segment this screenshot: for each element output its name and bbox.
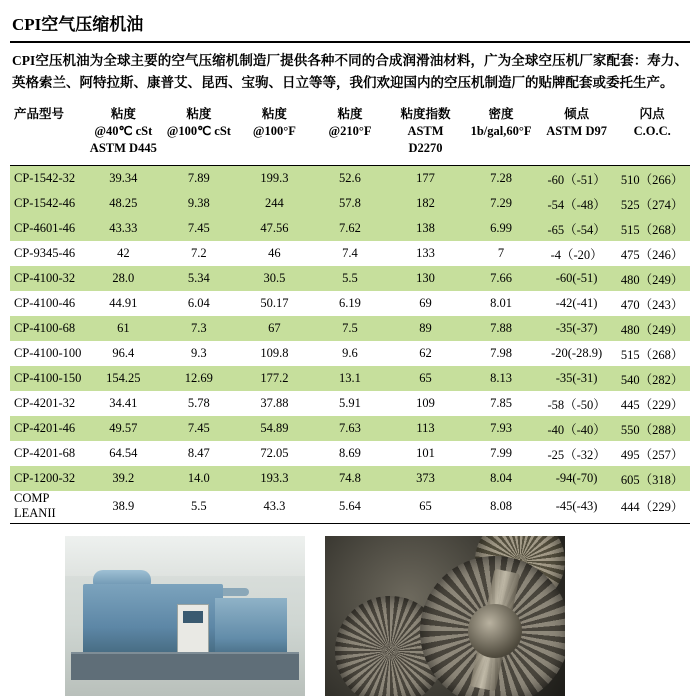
table-cell: 193.3 xyxy=(237,466,313,491)
compressor-tank xyxy=(215,598,287,656)
table-cell: 14.0 xyxy=(161,466,237,491)
table-cell: 138 xyxy=(388,216,464,241)
column-header-viscosity-40c: 粘度 @40℃ cSt ASTM D445 xyxy=(89,107,157,155)
table-cell: 7.29 xyxy=(463,191,539,216)
table-cell: 9.38 xyxy=(161,191,237,216)
table-cell: 182 xyxy=(388,191,464,216)
table-cell: 154.25 xyxy=(86,366,162,391)
intro-paragraph: CPI空压机油为全球主要的空气压缩机制造厂提供各种不同的合成润滑油材料，广为全球空压机厂家配套：寿力、英格索兰、阿特拉斯、康普艾、昆西、宝驹、日立等等，我们欢迎国内的空压机制造厂的贴牌配套或委托生产。 xyxy=(12,53,688,90)
table-cell: 7.62 xyxy=(312,216,388,241)
cell-product-model: CP-4100-46 xyxy=(14,296,76,310)
table-cell: 480（249） xyxy=(614,316,690,341)
table-cell: -65（-54） xyxy=(539,216,615,241)
table-cell: 7.99 xyxy=(490,446,512,460)
table-cell: 373 xyxy=(388,466,464,491)
table-cell: 72.05 xyxy=(260,446,289,460)
table-cell: 5.64 xyxy=(339,498,361,513)
table-row xyxy=(10,216,690,241)
table-cell: 8.47 xyxy=(187,446,210,460)
table-cell: 8.13 xyxy=(463,366,539,391)
cell-product-model: COMP LEANII xyxy=(14,491,56,520)
table-cell: 9.6 xyxy=(342,346,358,360)
table-cell: 48.25 xyxy=(86,191,162,216)
table-row xyxy=(10,466,690,491)
cell-product-model: CP-1200-32 xyxy=(10,466,86,491)
table-cell: -94(-70) xyxy=(539,466,615,491)
table-cell: 101 xyxy=(416,446,435,460)
table-row xyxy=(10,366,690,391)
table-cell: 5.5 xyxy=(312,266,388,291)
cell-product-model: CP-4201-32 xyxy=(14,396,76,410)
table-cell: 130 xyxy=(388,266,464,291)
table-cell: 199.3 xyxy=(237,166,313,192)
cell-product-model: CP-4100-150 xyxy=(10,366,86,391)
table-cell: 9.3 xyxy=(191,346,207,360)
table-cell: 69 xyxy=(419,296,432,310)
table-cell: 7.5 xyxy=(312,316,388,341)
table-cell: 62 xyxy=(419,346,432,360)
table-cell: 5.91 xyxy=(339,396,361,410)
table-row xyxy=(10,391,690,416)
table-cell: 89 xyxy=(388,316,464,341)
table-cell: 5.34 xyxy=(161,266,237,291)
table-cell: 8.69 xyxy=(339,446,361,460)
cell-product-model: CP-4201-46 xyxy=(10,416,86,441)
table-cell: 510（266） xyxy=(614,166,690,192)
table-cell: 177 xyxy=(388,166,464,192)
photo-strip xyxy=(10,536,690,696)
table-cell: 244 xyxy=(237,191,313,216)
table-cell: 133 xyxy=(416,246,435,260)
column-header-density: 密度 1b/gal,60°F xyxy=(470,107,532,138)
table-row xyxy=(10,316,690,341)
table-cell: 44.91 xyxy=(109,296,138,310)
table-cell: 5.5 xyxy=(191,498,207,513)
table-cell: 67 xyxy=(237,316,313,341)
table-cell: 7.93 xyxy=(463,416,539,441)
table-cell: 6.19 xyxy=(339,296,361,310)
table-cell: 28.0 xyxy=(86,266,162,291)
table-cell: 177.2 xyxy=(237,366,313,391)
table-cell: 43.3 xyxy=(263,498,286,513)
table-cell: 30.5 xyxy=(237,266,313,291)
column-header-viscosity-210f: 粘度 @210°F xyxy=(328,107,372,138)
table-cell: 5.78 xyxy=(187,396,210,410)
table-cell: 50.17 xyxy=(260,296,289,310)
table-cell: 7.63 xyxy=(312,416,388,441)
table-cell: -58（-50） xyxy=(547,397,606,412)
table-cell: 109 xyxy=(416,396,435,410)
column-header-viscosity-100f: 粘度 @100°F xyxy=(252,107,296,138)
table-cell: 7.2 xyxy=(191,246,207,260)
table-cell: 445（229） xyxy=(620,397,684,412)
table-row xyxy=(10,291,690,316)
table-cell: -35(-37) xyxy=(539,316,615,341)
table-row xyxy=(10,266,690,291)
table-cell: -42(-41) xyxy=(555,296,598,310)
table-cell: 74.8 xyxy=(312,466,388,491)
table-cell: 495（257） xyxy=(620,447,684,462)
table-cell: -35(-31) xyxy=(539,366,615,391)
table-cell: 7.85 xyxy=(490,396,512,410)
table-cell: 12.69 xyxy=(161,366,237,391)
table-cell: 46 xyxy=(268,246,281,260)
table-row xyxy=(10,416,690,441)
table-head xyxy=(10,104,690,166)
column-header-pour-point: 倾点 ASTM D97 xyxy=(546,107,607,138)
table-cell: 475（246） xyxy=(620,247,684,262)
table-cell: -60（-51） xyxy=(539,166,615,192)
table-cell: 65 xyxy=(388,366,464,391)
table-footer-divider xyxy=(10,521,690,524)
table-cell: 6.99 xyxy=(463,216,539,241)
table-cell: 39.2 xyxy=(86,466,162,491)
table-cell: 8.04 xyxy=(463,466,539,491)
column-header-viscosity-100c: 粘度 @100℃ cSt xyxy=(166,107,231,138)
table-cell: 605（318） xyxy=(614,466,690,491)
footer-divider-cell xyxy=(10,521,690,524)
cell-product-model: CP-4100-100 xyxy=(14,346,82,360)
cell-product-model: CP-4100-68 xyxy=(10,316,86,341)
cell-product-model: CP-1542-32 xyxy=(10,166,86,192)
table-cell: 57.8 xyxy=(312,191,388,216)
table-cell: -40（-40） xyxy=(539,416,615,441)
page-title: CPI空气压缩机油 xyxy=(12,15,144,34)
table-cell: 470（243） xyxy=(620,297,684,312)
control-panel xyxy=(177,604,209,654)
table-cell: 109.8 xyxy=(260,346,289,360)
table-cell: -4（-20） xyxy=(550,247,603,262)
table-cell: -45(-43) xyxy=(555,498,598,513)
table-cell: 550（288） xyxy=(614,416,690,441)
table-cell: 8.01 xyxy=(490,296,512,310)
column-header-model: 产品型号 xyxy=(14,107,65,121)
table-row xyxy=(10,491,690,521)
cell-product-model: CP-1542-46 xyxy=(10,191,86,216)
table-cell: 37.88 xyxy=(260,396,289,410)
table-cell: 7.3 xyxy=(161,316,237,341)
table-cell: 54.89 xyxy=(237,416,313,441)
table-cell: 525（274） xyxy=(614,191,690,216)
table-cell: 7.45 xyxy=(161,216,237,241)
table-cell: 7.4 xyxy=(342,246,358,260)
table-cell: 8.08 xyxy=(490,498,512,513)
table-cell: 7.98 xyxy=(490,346,512,360)
table-cell: 7.28 xyxy=(463,166,539,192)
air-compressor-photo xyxy=(65,536,305,696)
table-row xyxy=(10,341,690,366)
column-header-viscosity-index: 粘度指数 ASTM D2270 xyxy=(400,107,451,155)
table-cell: 43.33 xyxy=(86,216,162,241)
table-header-row xyxy=(10,104,690,163)
table-cell: 61 xyxy=(86,316,162,341)
specification-table xyxy=(10,104,690,524)
table-cell: 39.34 xyxy=(86,166,162,192)
table-row xyxy=(10,191,690,216)
table-cell: 47.56 xyxy=(237,216,313,241)
cell-product-model: CP-4201-68 xyxy=(14,446,76,460)
table-cell: 96.4 xyxy=(112,346,135,360)
table-cell: 7.66 xyxy=(463,266,539,291)
table-cell: -60(-51) xyxy=(539,266,615,291)
cell-product-model: CP-4100-32 xyxy=(10,266,86,291)
table-cell: 6.04 xyxy=(187,296,210,310)
table-cell: 49.57 xyxy=(86,416,162,441)
table-cell: 515（268） xyxy=(620,347,684,362)
table-cell: 480（249） xyxy=(614,266,690,291)
table-row xyxy=(10,241,690,266)
table-cell: 42 xyxy=(117,246,130,260)
cell-product-model: CP-9345-46 xyxy=(14,246,76,260)
table-cell: 64.54 xyxy=(109,446,138,460)
gear-hub xyxy=(468,604,522,658)
table-cell: 65 xyxy=(419,498,432,513)
table-body xyxy=(10,166,690,522)
table-row xyxy=(10,166,690,192)
table-cell: -54（-48） xyxy=(539,191,615,216)
table-cell: 7.88 xyxy=(463,316,539,341)
table-cell: 540（282） xyxy=(614,366,690,391)
table-cell: 113 xyxy=(388,416,464,441)
table-foot xyxy=(10,521,690,524)
compressor-base xyxy=(71,652,299,680)
table-cell: -20(-28.9) xyxy=(551,346,603,360)
table-cell: 34.41 xyxy=(109,396,138,410)
table-cell: 52.6 xyxy=(312,166,388,192)
table-cell: -25（-32） xyxy=(547,447,606,462)
table-cell: 7.45 xyxy=(161,416,237,441)
table-cell: 13.1 xyxy=(312,366,388,391)
table-cell: 515（268） xyxy=(614,216,690,241)
column-header-flash-point: 闪点 C.O.C. xyxy=(633,107,671,138)
table-row xyxy=(10,441,690,466)
cell-product-model: CP-4601-46 xyxy=(10,216,86,241)
table-cell: 7 xyxy=(497,246,505,260)
gears-photo xyxy=(325,536,565,696)
table-cell: 7.89 xyxy=(161,166,237,192)
table-cell: 444（229） xyxy=(620,500,684,514)
title-divider xyxy=(10,41,690,43)
table-cell: 38.9 xyxy=(112,498,135,513)
